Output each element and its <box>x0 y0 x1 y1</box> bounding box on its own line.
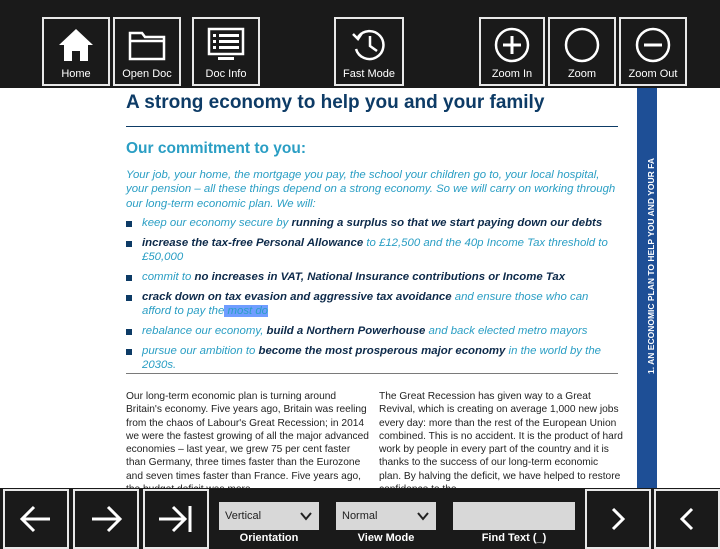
section-heading: Our commitment to you: <box>126 140 306 157</box>
text-selection[interactable]: most do <box>224 305 269 318</box>
previous-match-button[interactable] <box>654 489 720 549</box>
bullet-square-icon <box>126 241 132 247</box>
zoom-in-label: Zoom In <box>491 68 533 80</box>
history-clock-icon <box>336 25 402 65</box>
title-rule <box>126 126 618 127</box>
arrow-to-end-icon <box>156 504 196 534</box>
orientation-label: Orientation <box>239 532 299 544</box>
chevron-left-icon <box>677 506 697 532</box>
orientation-select[interactable] <box>219 502 319 530</box>
view-mode-value: Normal <box>342 510 378 522</box>
chapter-side-text: 1. AN ECONOMIC PLAN TO HELP YOU AND YOUR FA <box>646 158 656 374</box>
next-page-button[interactable] <box>73 489 139 549</box>
monitor-list-icon <box>194 25 258 65</box>
find-text-label: Find Text (_) <box>481 532 547 544</box>
home-icon <box>44 25 108 65</box>
zoom-button[interactable] <box>548 17 616 86</box>
arrow-left-icon <box>18 504 54 534</box>
open-doc-button[interactable] <box>113 17 181 86</box>
previous-page-button[interactable] <box>3 489 69 549</box>
bottom-toolbar <box>0 488 720 544</box>
arrow-right-icon <box>88 504 124 534</box>
last-page-button[interactable] <box>143 489 209 549</box>
view-mode-select[interactable] <box>336 502 436 530</box>
bullet-square-icon <box>126 275 132 281</box>
fast-mode-label: Fast Mode <box>343 68 395 80</box>
view-mode-label: View Mode <box>357 532 415 544</box>
bullet-square-icon <box>126 349 132 355</box>
chapter-side-tab <box>633 88 661 488</box>
next-match-button[interactable] <box>585 489 651 549</box>
page-title: A strong economy to help you and your family <box>126 92 545 113</box>
folder-icon <box>115 25 179 65</box>
minus-circle-icon <box>621 25 685 65</box>
fast-mode-button[interactable] <box>334 17 404 86</box>
home-button[interactable] <box>42 17 110 86</box>
circle-icon <box>550 25 614 65</box>
chevron-down-icon <box>417 510 429 522</box>
zoom-label: Zoom <box>567 68 597 80</box>
zoom-out-label: Zoom Out <box>628 68 678 80</box>
chevron-right-icon <box>608 506 628 532</box>
doc-info-label: Doc Info <box>205 68 247 80</box>
open-doc-label: Open Doc <box>122 68 172 80</box>
home-label: Home <box>61 68 91 80</box>
top-toolbar <box>0 0 720 88</box>
doc-info-button[interactable] <box>192 17 260 86</box>
body-column-right: The Great Recession has given way to a Great Revival, which is creating on average 1,000 new jobs every day: more than the rest of the European Union combined. This is no accident. It is the product of hard work by people in every part of the country and it is thanks to the success of our long-term economic plan. By halving the deficit, we have helped to restore <box>379 391 623 482</box>
zoom-in-button[interactable] <box>479 17 545 86</box>
chevron-down-icon <box>300 510 312 522</box>
zoom-out-button[interactable] <box>619 17 687 86</box>
body-column-left: Our long-term economic plan is turning around Britain's economy. Five years ago, Britain was reeling from the chaos of Labour's Great Recession; in 2014 we were the fastest growing of all the major advanced economies – last year, we grew 75 per cent faster than Germany, three times faster than the Eurozone and seven times faster than France. Five years ago, <box>126 391 369 482</box>
bullet-square-icon <box>126 295 132 301</box>
plus-circle-icon <box>481 25 543 65</box>
section-divider <box>126 373 618 374</box>
bullet-square-icon <box>126 221 132 227</box>
find-text-input[interactable] <box>453 502 575 530</box>
chapter-band <box>637 88 657 488</box>
intro-paragraph: Your job, your home, the mortgage you pay, the school your children go to, your local hospital, your pension – all these things depend on a strong economy. So we will carry on working through our long-term economic plan. We will: <box>126 169 616 210</box>
document-page[interactable]: A strong economy to help you and your family Our commitment to you: Your job, your home, the mortgage you pay, the school your children go to, your local hospital, your pension – all these things depend on a strong economy. So we will carry on working through our long-term economic plan. We will: keep our economy secure by running a surplus so that we start paying down our debts increase the tax-free Personal Allowance to £12,500 and the 40p Income Tax threshold to £50,000 commit to no increases in VAT, National Insurance contributions or Income Tax crack down on tax evasion and aggressive tax avoidance and ensure those who can afford to pay the most do rebalance our economy, build a Northern Powerhouse and back elected metro mayors pursue our ambition to become the most prosperous major economy in the world by the 2030s. Our long-term economic plan is turning around Britain's economy. Five years ago, Britain was reeling from the chaos of Labour's Great Recession; in 2014 we were the fastest growing of all the major advanced economies – last year, we grew 75 per cent faster than Germany, three times faster than the Eurozone and seven times faster than France. Five years ago, The Great Recession has given way to a Great Revival, which is creating on average 1,000 new jobs every day: more than the rest of the European Union combined. This is no accident. It is the product of hard work by people in every part of the country and it is thanks to the success of our long-term economic plan. By halving the deficit, we have helped to restore <box>93 88 633 488</box>
bullet-square-icon <box>126 329 132 335</box>
orientation-value: Vertical <box>225 510 262 522</box>
